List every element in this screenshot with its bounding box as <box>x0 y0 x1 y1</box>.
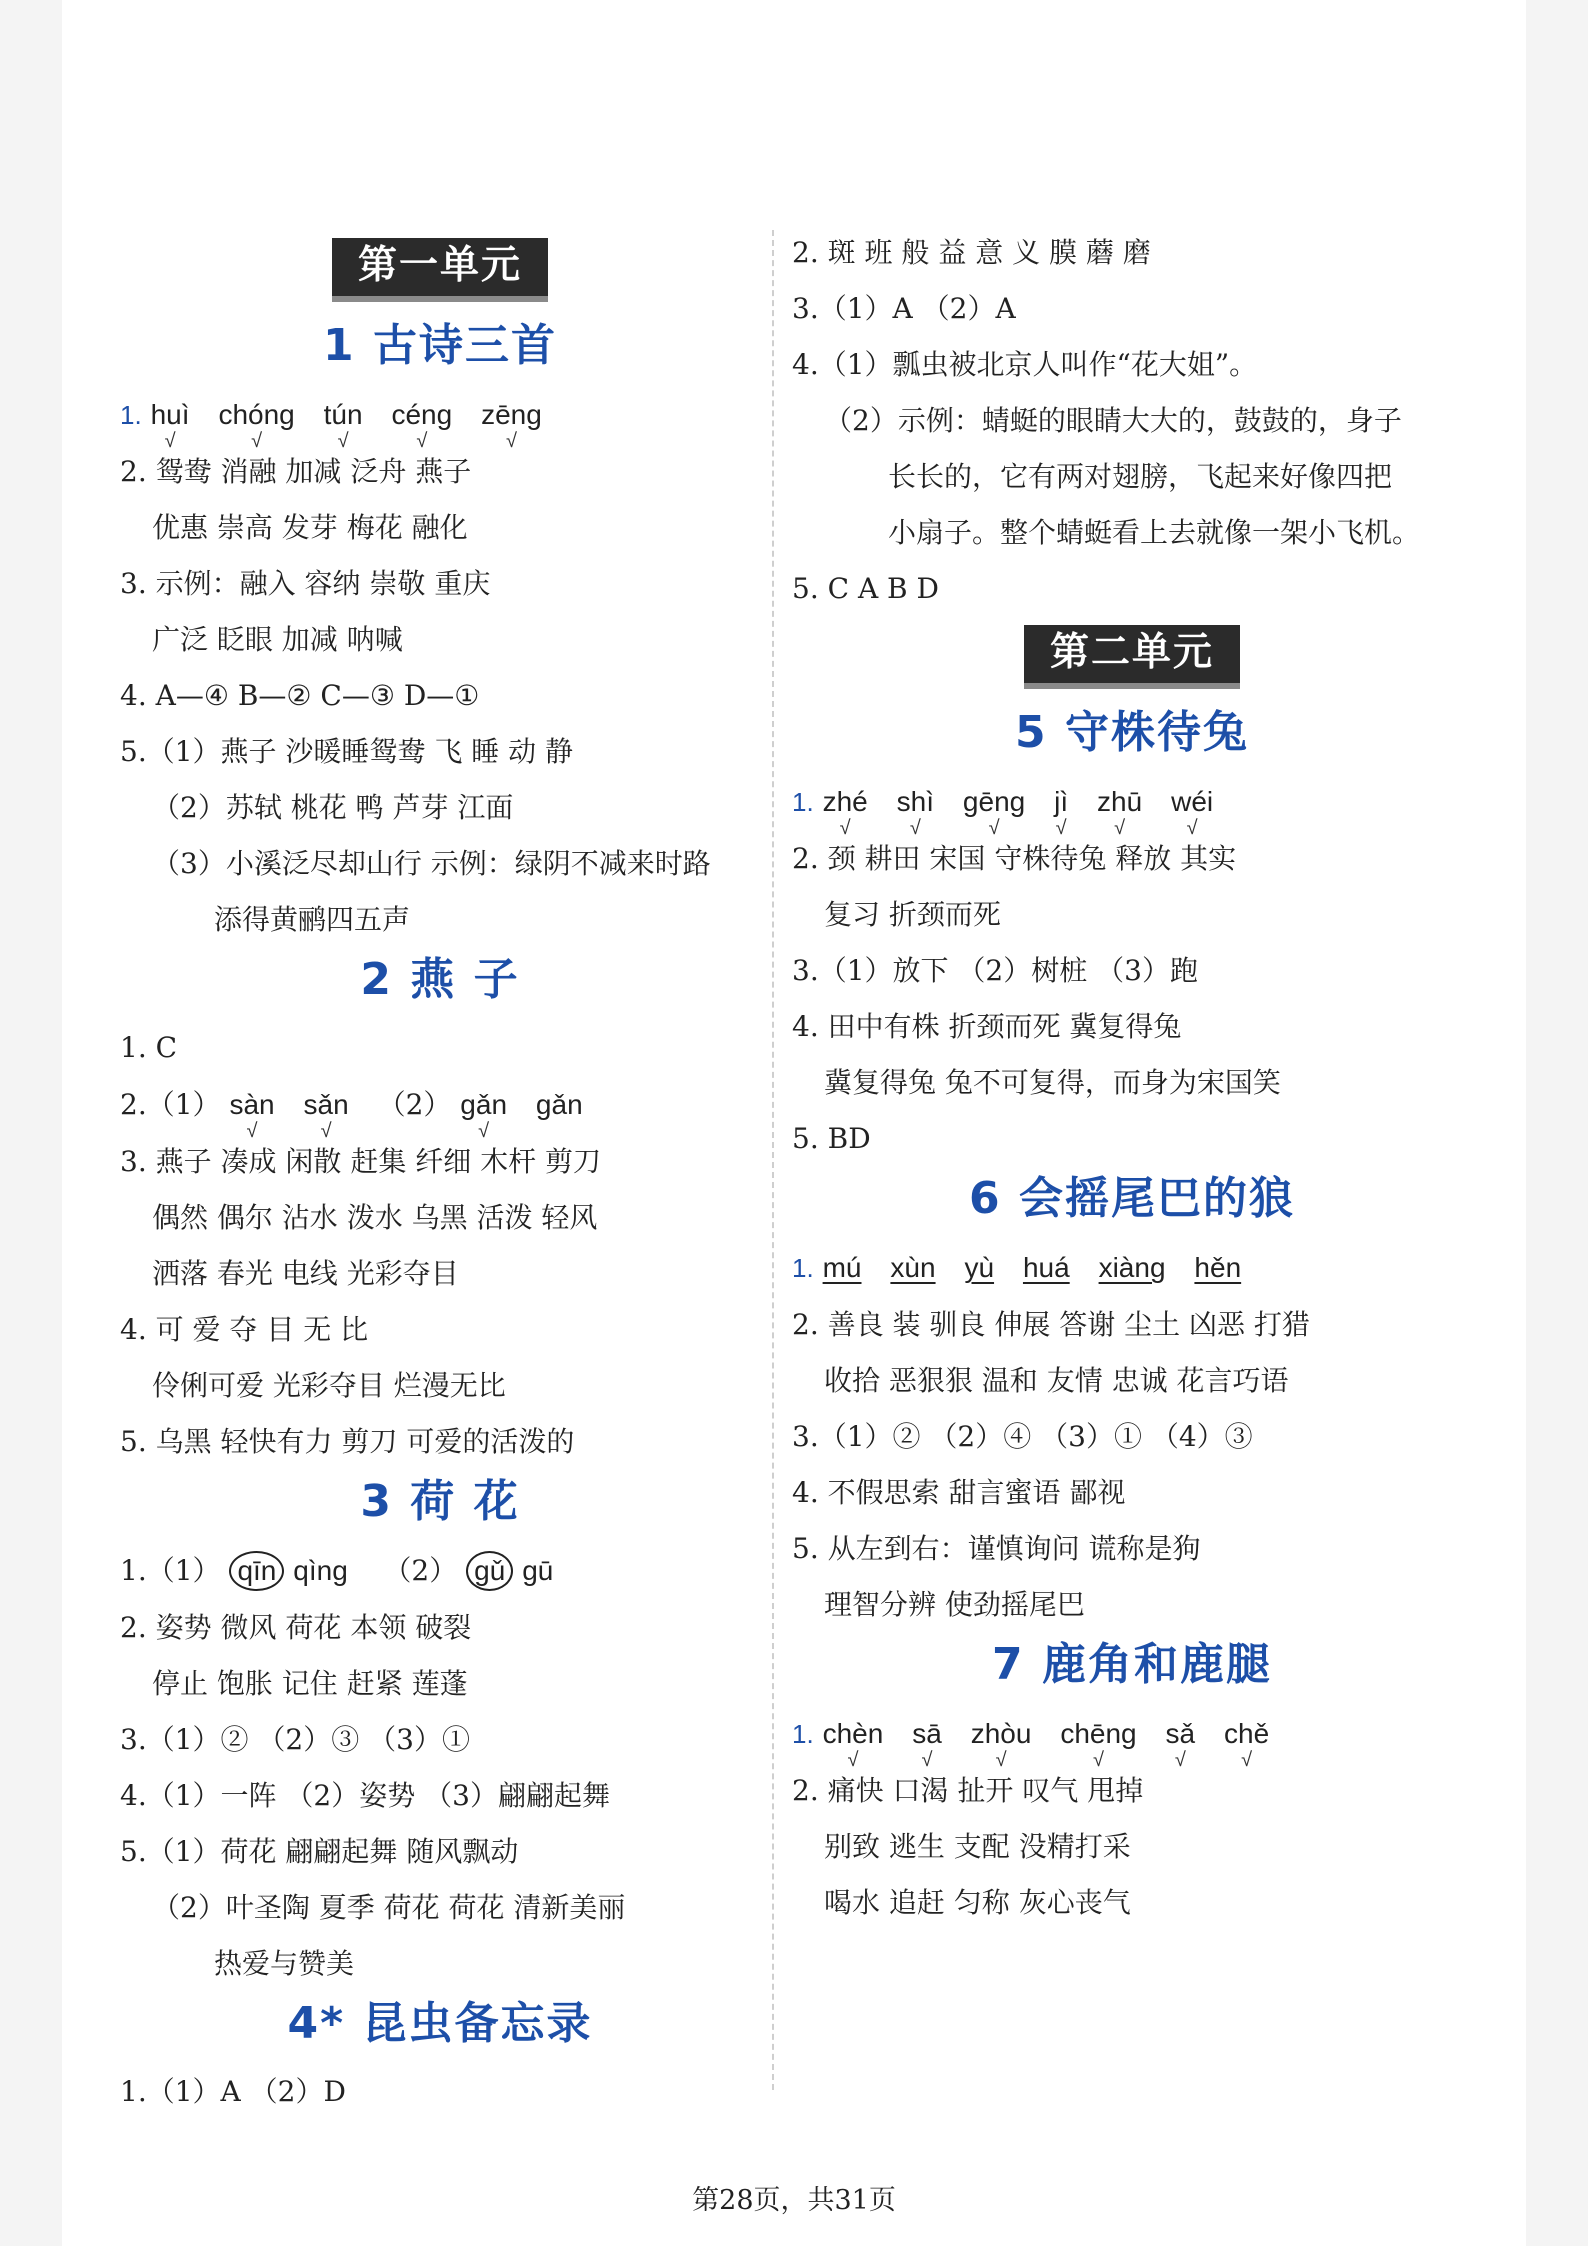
pinyin-answer: hěn <box>1194 1252 1242 1283</box>
answer-line <box>120 1542 760 1600</box>
answer-line: 5. 从左到右：谨慎询问 谎称是狗 <box>792 1532 1201 1565</box>
unit-heading <box>792 625 1472 689</box>
pinyin-answer: xiàng <box>1098 1252 1166 1283</box>
pinyin-answer: zhé √ <box>822 786 868 839</box>
answer-line: 2. 痛快 口渴 扯开 叹气 甩掉 <box>792 1774 1144 1807</box>
answer-line: 长长的，它有两对翅膀，飞起来好像四把 <box>888 460 1393 493</box>
answer-line: 收拾 恶狠狠 温和 友情 忠诚 花言巧语 <box>824 1364 1289 1397</box>
answer-line: 1. C <box>120 1031 178 1064</box>
answer-line: 偶然 偶尔 沾水 泼水 乌黑 活泼 轻风 <box>152 1201 598 1234</box>
pinyin-answer: huá <box>1022 1252 1070 1283</box>
question-number: 1. <box>792 787 814 817</box>
answer-line: 2. 颈 耕田 宋国 守株待兔 释放 其实 <box>792 842 1237 875</box>
answer-line: 1.（1）A （2）D <box>120 2075 346 2108</box>
answer-line: 5. BD <box>792 1122 871 1155</box>
answer-line: 3.（1）放下 （2）树桩 （3）跑 <box>792 954 1198 987</box>
pinyin-answer: sǎn √ <box>303 1089 349 1142</box>
answer-line: 5. C A B D <box>792 572 939 605</box>
answer-line <box>120 1076 760 1142</box>
pinyin-answer: wéi √ <box>1171 786 1214 839</box>
circled-pinyin: gǔ <box>466 1551 513 1591</box>
answer-line: （2）示例：蜻蜓的眼睛大大的，鼓鼓的，身子 <box>824 404 1402 437</box>
pinyin-answer: sàn √ <box>229 1089 275 1142</box>
question-number: 1. <box>120 400 142 430</box>
left-column <box>120 230 760 2120</box>
answer-line: 2. 善良 装 驯良 伸展 答谢 尘土 凶恶 打猎 <box>792 1308 1310 1341</box>
answer-line <box>120 386 760 452</box>
answer-line: 4. 田中有株 折颈而死 冀复得兔 <box>792 1010 1182 1043</box>
lesson-title: 7 鹿角和鹿腿 <box>992 1639 1272 1690</box>
answer-line: 5. 乌黑 轻快有力 剪刀 可爱的活泼的 <box>120 1425 575 1458</box>
answer-line: 3.（1）A （2）A <box>792 292 1016 325</box>
lesson-title: 5 守株待兔 <box>1015 707 1249 758</box>
answer-line: 5.（1）荷花 翩翩起舞 随风飘动 <box>120 1835 519 1868</box>
question-prefix: （2） <box>383 1554 458 1587</box>
circled-pinyin: qīn <box>229 1551 284 1591</box>
pinyin-answer: zēng √ <box>481 399 542 452</box>
answer-line: 伶俐可爱 光彩夺目 烂漫无比 <box>152 1369 506 1402</box>
page-footer: 第28页，共31页 <box>692 2185 896 2216</box>
answer-line: 喝水 追赶 匀称 灰心丧气 <box>824 1886 1131 1919</box>
answer-line: 4.（1）一阵 （2）姿势 （3）翩翩起舞 <box>120 1779 610 1812</box>
pinyin-answer: tún √ <box>323 399 363 452</box>
pinyin-answer: céng √ <box>391 399 453 452</box>
answer-line: 2. 斑 班 般 益 意 义 膜 蘑 磨 <box>792 236 1151 269</box>
pinyin-answer: yù <box>964 1252 995 1283</box>
answer-line: （3）小溪泛尽却山行 示例：绿阴不减来时路 <box>152 847 711 880</box>
answer-line: 添得黄鹂四五声 <box>214 903 411 936</box>
answer-line: 4. 可 爱 夺 目 无 比 <box>120 1313 369 1346</box>
question-number: 1. <box>792 1253 814 1283</box>
right-column <box>792 225 1472 1931</box>
unit-title: 第一单元 <box>332 238 548 302</box>
question-number: 1. <box>792 1719 814 1749</box>
answer-line: （2）叶圣陶 夏季 荷花 荷花 清新美丽 <box>152 1891 626 1924</box>
answer-line: 5.（1）燕子 沙暖睡鸳鸯 飞 睡 动 静 <box>120 735 574 768</box>
answer-line: 3. 示例：融入 容纳 崇敬 重庆 <box>120 567 491 600</box>
answer-line: 4. 不假思索 甜言蜜语 鄙视 <box>792 1476 1126 1509</box>
pinyin-answer: chóng √ <box>218 399 295 452</box>
pinyin-answer: zhū √ <box>1097 786 1143 839</box>
answer-line: 4. A—④ B—② C—③ D—① <box>120 679 480 712</box>
answer-line: 小扇子。整个蜻蜓看上去就像一架小飞机。 <box>888 516 1421 549</box>
answer-line: 2. 鸳鸯 消融 加减 泛舟 燕子 <box>120 455 472 488</box>
answer-line <box>792 1239 1472 1297</box>
answer-line: 3.（1）② （2）④ （3）① （4）③ <box>792 1420 1253 1453</box>
pinyin-answer: gēng √ <box>962 786 1026 839</box>
lesson-title: 3 荷 花 <box>360 1476 520 1527</box>
pinyin-answer: sā √ <box>912 1718 942 1771</box>
answer-line: 停止 饱胀 记住 赶紧 莲蓬 <box>152 1667 468 1700</box>
lesson-title: 4* 昆虫备忘录 <box>287 1998 593 2049</box>
answer-line: 广泛 眨眼 加减 呐喊 <box>152 623 403 656</box>
pinyin-answer: gǎn <box>535 1089 583 1120</box>
question-prefix: 2.（1） <box>120 1088 221 1121</box>
pinyin-answer: shì √ <box>896 786 935 839</box>
pinyin-answer: sǎ √ <box>1165 1718 1196 1771</box>
answer-line: 洒落 春光 电线 光彩夺目 <box>152 1257 459 1290</box>
column-divider <box>772 230 774 2090</box>
answer-line: 2. 姿势 微风 荷花 本领 破裂 <box>120 1611 472 1644</box>
pinyin-answer: zhòu √ <box>970 1718 1032 1771</box>
lesson-title: 2 燕 子 <box>360 954 520 1005</box>
pinyin-answer: chě √ <box>1224 1718 1270 1771</box>
question-prefix: 1.（1） <box>120 1554 221 1587</box>
page-margin-left <box>0 0 62 2246</box>
answer-line: 复习 折颈而死 <box>824 898 1001 931</box>
lesson-title: 6 会摇尾巴的狼 <box>969 1173 1295 1224</box>
answer-line: 冀复得兔 兔不可复得，而身为宋国笑 <box>824 1066 1281 1099</box>
answer-line: 别致 逃生 支配 没精打采 <box>824 1830 1131 1863</box>
pinyin-answer: gū <box>522 1555 554 1586</box>
answer-line: 优惠 崇高 发芽 梅花 融化 <box>152 511 468 544</box>
pinyin-answer: chēng √ <box>1060 1718 1137 1771</box>
answer-line: 3.（1）② （2）③ （3）① <box>120 1723 470 1756</box>
answer-line <box>792 1705 1472 1771</box>
pinyin-answer: mú <box>822 1252 862 1283</box>
pinyin-answer: jì √ <box>1054 786 1069 839</box>
answer-line: 热爱与赞美 <box>214 1947 355 1980</box>
pinyin-answer: chèn √ <box>822 1718 884 1771</box>
answer-line: （2）苏轼 桃花 鸭 芦芽 江面 <box>152 791 514 824</box>
page-margin-right <box>1526 0 1588 2246</box>
answer-line <box>792 773 1472 839</box>
lesson-title: 1 古诗三首 <box>323 320 557 371</box>
pinyin-answer: qìng <box>293 1555 348 1586</box>
pinyin-answer: gǎn √ <box>460 1089 508 1142</box>
question-prefix: （2） <box>377 1088 452 1121</box>
answer-line: 4.（1）瓢虫被北京人叫作“花大姐”。 <box>792 348 1258 381</box>
pinyin-answer: xùn <box>890 1252 936 1283</box>
unit-title: 第二单元 <box>1024 625 1240 689</box>
answer-line: 3. 燕子 凑成 闲散 赶集 纤细 木杆 剪刀 <box>120 1145 602 1178</box>
answer-line: 理智分辨 使劲摇尾巴 <box>824 1588 1085 1621</box>
pinyin-answer: huì √ <box>150 399 190 452</box>
unit-heading <box>120 238 760 302</box>
